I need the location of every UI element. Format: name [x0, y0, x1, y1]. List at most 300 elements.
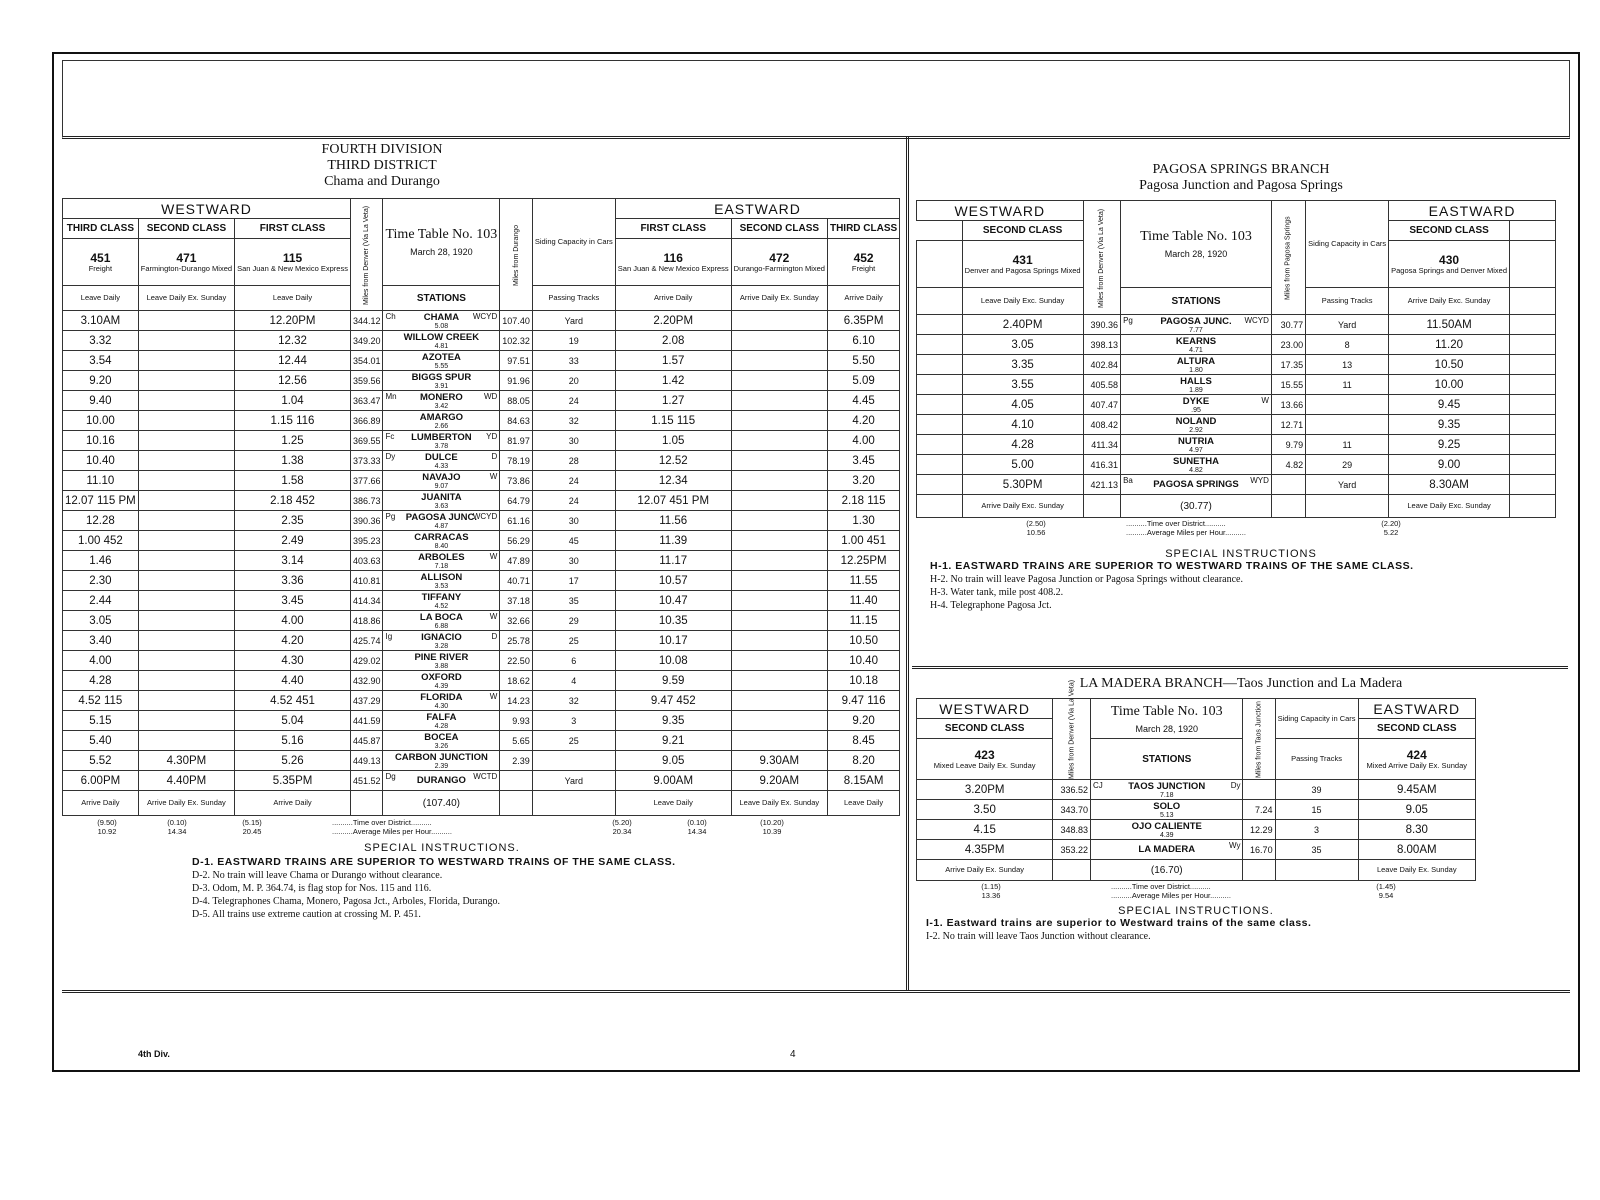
footer-page-number: 4 — [790, 1049, 796, 1060]
train-451-time: 11.10 — [63, 471, 139, 491]
train-451-time: 10.00 — [63, 411, 139, 431]
miles-durango: 32.66 — [500, 611, 533, 631]
train-472-time — [731, 731, 827, 751]
train-451-time: 9.40 — [63, 391, 139, 411]
train-430-time: 9.35 — [1389, 415, 1510, 435]
station-cell — [383, 411, 500, 431]
station-name: CARRACAS — [414, 531, 469, 543]
station-cell — [383, 751, 500, 771]
train-116-leave: Leave Daily — [615, 791, 731, 816]
train-430-time: 10.50 — [1389, 355, 1510, 375]
station-cell — [383, 611, 500, 631]
station-name: TIFFANY — [421, 591, 462, 603]
train-472-time: 9.20AM — [731, 771, 827, 791]
miles-durango: 81.97 — [500, 431, 533, 451]
station-name: NOLAND — [1175, 415, 1217, 427]
station-distance: 9.07 — [434, 482, 449, 490]
train-452-time: 12.25PM — [827, 551, 899, 571]
instruction-d1: D-1. EASTWARD TRAINS ARE SUPERIOR TO WESTWARD TRAINS OF THE SAME CLASS. — [192, 856, 676, 868]
station-suffix: Wy — [1229, 841, 1241, 850]
miles-durango: 102.32 — [500, 331, 533, 351]
station-distance: 3.63 — [434, 502, 449, 510]
table-row — [917, 395, 1556, 415]
station-cell — [1121, 315, 1272, 335]
pagosa-e-leave: Leave Daily Exc. Sunday — [1389, 495, 1510, 518]
madera-rows — [917, 780, 1476, 860]
madera-miles-denver: Miles from Denver (Via La Veta) — [1053, 699, 1091, 780]
table-row — [63, 731, 900, 751]
center-divider — [906, 136, 909, 990]
train-471-time — [138, 571, 234, 591]
timetable-number: Time Table No. 103 — [385, 227, 498, 242]
train-451-header: 451 Freight — [63, 239, 139, 286]
train-115-time: 2.35 — [235, 511, 351, 531]
train-452-leave: Leave Daily — [827, 791, 899, 816]
train-472-time — [731, 331, 827, 351]
table-row — [917, 435, 1556, 455]
train-472-time — [731, 391, 827, 411]
miles-denver: 432.90 — [350, 671, 383, 691]
station-suffix: WYD — [1250, 476, 1269, 485]
station-cell — [1091, 840, 1243, 860]
blank-cell — [917, 455, 963, 475]
train-472-time — [731, 551, 827, 571]
madera-instructions — [926, 917, 1566, 943]
t451-tod: (9.50) 10.92 — [97, 818, 117, 836]
train-451-leave: Leave Daily — [63, 286, 139, 311]
station-distance: 3.26 — [434, 742, 449, 750]
miles-durango: 78.19 — [500, 451, 533, 471]
westward-header: WESTWARD — [63, 199, 351, 219]
train-424-time: 8.00AM — [1358, 840, 1475, 860]
train-451-time: 3.32 — [63, 331, 139, 351]
table-row — [63, 451, 900, 471]
miles-denver: 390.36 — [350, 511, 383, 531]
instruction-h1: H-1. EASTWARD TRAINS ARE SUPERIOR TO WESTWARD TRAINS OF THE SAME CLASS. — [930, 560, 1414, 572]
train-116-time: 9.47 452 — [615, 691, 731, 711]
station-cell — [383, 351, 500, 371]
train-452-time: 8.15AM — [827, 771, 899, 791]
tod-labels: ..........Time over District.......... ..........Average Miles per Hour.......... — [332, 818, 452, 836]
siding-capacity: 28 — [532, 451, 615, 471]
station-distance: 6.88 — [434, 622, 449, 630]
station-cell — [383, 711, 500, 731]
train-471-time — [138, 331, 234, 351]
station-distance: 1.89 — [1189, 386, 1203, 394]
siding-capacity: Yard — [1306, 475, 1389, 495]
train-115-header: 115 San Juan & New Mexico Express — [235, 239, 351, 286]
station-name: PINE RIVER — [414, 651, 469, 663]
pagosa-stations-header: STATIONS — [1121, 288, 1272, 315]
station-cell — [1121, 475, 1272, 495]
siding-capacity: 29 — [1306, 455, 1389, 475]
train-116-time: 10.17 — [615, 631, 731, 651]
station-suffix: WD — [483, 392, 498, 401]
miles-durango: 37.18 — [500, 591, 533, 611]
siding-capacity: 32 — [532, 691, 615, 711]
miles-denver: 418.86 — [350, 611, 383, 631]
miles-denver: 336.52 — [1053, 780, 1091, 800]
station-cell — [383, 311, 500, 331]
train-471-time — [138, 471, 234, 491]
miles-pagosa: 4.82 — [1271, 455, 1305, 475]
blank-cell — [1510, 395, 1556, 415]
train-452-time: 10.18 — [827, 671, 899, 691]
pagosa-tod: (2.50) 10.56 ..........Time over District.......... ..........Average Miles per Hour.......... (2.20) 5.22 — [1026, 519, 1401, 537]
instruction-h2: H-2. No train will leave Pagosa Junction or Pagosa Springs without clearance. — [930, 574, 1243, 585]
train-115-time: 4.40 — [235, 671, 351, 691]
train-452-time: 11.40 — [827, 591, 899, 611]
siding-header: Siding Capacity in Cars — [532, 199, 615, 286]
train-451-time: 1.00 452 — [63, 531, 139, 551]
train-116-time: 1.15 115 — [615, 411, 731, 431]
station-distance: 4.71 — [1189, 346, 1203, 354]
table-row — [63, 371, 900, 391]
station-distance: 4.87 — [434, 522, 449, 530]
miles-pagosa: 30.77 — [1271, 315, 1305, 335]
train-451-time: 2.44 — [63, 591, 139, 611]
train-471-time — [138, 431, 234, 451]
station-distance: 7.77 — [1189, 326, 1203, 334]
train-431-time: 3.55 — [962, 375, 1083, 395]
station-cell — [383, 531, 500, 551]
station-name: JUANITA — [421, 491, 462, 503]
train-451-time: 2.30 — [63, 571, 139, 591]
train-451-time: 10.16 — [63, 431, 139, 451]
train-472-time — [731, 531, 827, 551]
pagosa-w-leave: Leave Daily Exc. Sunday — [962, 288, 1083, 315]
madera-passing: Passing Tracks — [1275, 739, 1358, 780]
station-name: FLORIDA — [420, 691, 463, 703]
station-name: NAVAJO — [422, 471, 461, 483]
station-name: CHAMA — [423, 311, 460, 323]
station-code: Ch — [385, 312, 396, 321]
train-472-time — [731, 591, 827, 611]
instruction-d4: D-4. Telegraphones Chama, Monero, Pagosa Jct., Arboles, Florida, Durango. — [192, 896, 500, 907]
train-472-time — [731, 511, 827, 531]
station-name: LUMBERTON — [411, 431, 472, 443]
miles-denver: 441.59 — [350, 711, 383, 731]
train-472-time — [731, 711, 827, 731]
station-cell — [383, 371, 500, 391]
timetable-date: March 28, 1920 — [410, 247, 473, 257]
pagosa-eastward: EASTWARD — [1389, 201, 1556, 221]
station-code: Ba — [1123, 476, 1133, 485]
train-116-header: 116 San Juan & New Mexico Express — [615, 239, 731, 286]
blank-cell — [917, 435, 963, 455]
miles-durango: 91.96 — [500, 371, 533, 391]
train-471-time — [138, 651, 234, 671]
madera-stations-header: STATIONS — [1091, 739, 1243, 780]
miles-durango: 56.29 — [500, 531, 533, 551]
division-title: FOURTH DIVISION — [321, 142, 443, 157]
station-distance: 4.39 — [1159, 831, 1174, 839]
miles-durango: 40.71 — [500, 571, 533, 591]
table-row — [917, 315, 1556, 335]
train-472-time — [731, 311, 827, 331]
table-row — [63, 531, 900, 551]
station-name: OXFORD — [421, 671, 462, 683]
miles-durango: 18.62 — [500, 671, 533, 691]
station-distance: 3.28 — [434, 642, 449, 650]
train-115-time: 1.25 — [235, 431, 351, 451]
train-115-time: 4.20 — [235, 631, 351, 651]
station-name: ARBOLES — [418, 551, 465, 563]
train-471-leave: Leave Daily Ex. Sunday — [138, 286, 234, 311]
train-451-time: 3.40 — [63, 631, 139, 651]
train-471-time — [138, 671, 234, 691]
miles-pagosa: 23.00 — [1271, 335, 1305, 355]
siding-capacity: 24 — [532, 471, 615, 491]
table-row — [63, 571, 900, 591]
siding-capacity: 11 — [1306, 435, 1389, 455]
train-423-time: 4.35PM — [917, 840, 1053, 860]
train-115-time: 12.32 — [235, 331, 351, 351]
t472-tod: (0.10) 14.34 — [687, 818, 707, 836]
siding-capacity: 39 — [1275, 780, 1358, 800]
train-431-time: 3.05 — [962, 335, 1083, 355]
station-cell — [383, 631, 500, 651]
main-special-title: SPECIAL INSTRUCTIONS. — [364, 842, 520, 854]
train-115-time: 5.26 — [235, 751, 351, 771]
station-cell — [1121, 455, 1272, 475]
siding-capacity: 3 — [1275, 820, 1358, 840]
train-115-time: 5.04 — [235, 711, 351, 731]
train-431-time: 5.30PM — [962, 475, 1083, 495]
station-cell — [383, 471, 500, 491]
pagosa-e-arrive: Arrive Daily Exc. Sunday — [1389, 288, 1510, 315]
station-name: ALLISON — [420, 571, 463, 583]
station-code: Pg — [385, 512, 396, 521]
train-452-time: 6.10 — [827, 331, 899, 351]
instruction-i1: I-1. Eastward trains are superior to Westward trains of the same class. — [926, 917, 1312, 929]
station-cell — [1121, 355, 1272, 375]
station-cell — [383, 431, 500, 451]
station-distance: 7.18 — [434, 562, 449, 570]
train-452-time: 10.40 — [827, 651, 899, 671]
station-distance: 4.97 — [1189, 446, 1203, 454]
train-115-time: 3.45 — [235, 591, 351, 611]
miles-denver: 354.01 — [350, 351, 383, 371]
miles-denver: 425.74 — [350, 631, 383, 651]
train-116-time: 2.08 — [615, 331, 731, 351]
train-424-time: 9.05 — [1358, 800, 1475, 820]
train-452-time: 11.55 — [827, 571, 899, 591]
t115-tod: (5.15) 20.45 — [242, 818, 262, 836]
station-cell — [1121, 375, 1272, 395]
miles-denver: 451.52 — [350, 771, 383, 791]
train-116-time: 1.05 — [615, 431, 731, 451]
station-distance: 4.82 — [1189, 466, 1203, 474]
train-116-time: 11.39 — [615, 531, 731, 551]
blank-cell — [917, 375, 963, 395]
train-116-time: 10.08 — [615, 651, 731, 671]
train-471-time: 4.30PM — [138, 751, 234, 771]
station-distance: 5.55 — [434, 362, 449, 370]
train-116-time: 9.35 — [615, 711, 731, 731]
station-suffix: W — [489, 692, 498, 701]
station-cell — [383, 331, 500, 351]
station-distance: 3.91 — [434, 382, 449, 390]
miles-durango: 84.63 — [500, 411, 533, 431]
station-name: AZOTEA — [421, 351, 461, 363]
station-name: SUNETHA — [1173, 455, 1219, 467]
station-cell — [1091, 780, 1243, 800]
madera-title: LA MADERA BRANCH—Taos Junction and La Madera — [1079, 676, 1403, 691]
blank-cell — [1510, 435, 1556, 455]
station-cell — [1121, 335, 1272, 355]
train-472-time — [731, 691, 827, 711]
station-cell — [383, 691, 500, 711]
station-code: Fc — [385, 432, 395, 441]
siding-capacity: 15 — [1275, 800, 1358, 820]
train-116-time: 11.17 — [615, 551, 731, 571]
table-row — [63, 551, 900, 571]
t116-tod: (5.20) 20.34 — [612, 818, 632, 836]
miles-durango: 97.51 — [500, 351, 533, 371]
station-suffix: D — [491, 632, 498, 641]
station-name: SOLO — [1153, 800, 1181, 812]
table-row — [63, 331, 900, 351]
station-code: Dy — [385, 452, 396, 461]
train-472-time — [731, 671, 827, 691]
district-title: THIRD DISTRICT — [327, 158, 437, 173]
table-row — [917, 820, 1476, 840]
train-472-arrive: Arrive Daily Ex. Sunday — [731, 286, 827, 311]
blank-cell — [917, 335, 963, 355]
madera-second-class-w: SECOND CLASS — [917, 719, 1053, 739]
train-116-time: 1.42 — [615, 371, 731, 391]
siding-capacity: 30 — [532, 551, 615, 571]
third-class-header: THIRD CLASS — [63, 219, 139, 239]
train-451-time: 4.00 — [63, 651, 139, 671]
train-424-time: 9.45AM — [1358, 780, 1475, 800]
train-452-time: 9.47 116 — [827, 691, 899, 711]
pagosa-title-block — [916, 162, 1566, 194]
train-430-time: 9.45 — [1389, 395, 1510, 415]
miles-pagosa: 13.66 — [1271, 395, 1305, 415]
table-row — [63, 491, 900, 511]
station-distance: 2.66 — [434, 422, 449, 430]
station-name: DULCE — [425, 451, 458, 463]
train-452-time: 4.45 — [827, 391, 899, 411]
siding-capacity: 32 — [532, 411, 615, 431]
footer-band — [62, 990, 1570, 1063]
train-451-time: 4.28 — [63, 671, 139, 691]
district-subtitle: Chama and Durango — [324, 174, 440, 189]
station-distance: 4.81 — [434, 342, 449, 350]
train-430-time: 8.30AM — [1389, 475, 1510, 495]
table-row — [63, 771, 900, 791]
station-cell — [383, 771, 500, 791]
miles-taos: 7.24 — [1243, 800, 1275, 820]
station-distance: 4.39 — [434, 682, 449, 690]
madera-total: (16.70) — [1091, 860, 1243, 881]
train-115-time: 5.16 — [235, 731, 351, 751]
table-row — [63, 691, 900, 711]
instruction-h3: H-3. Water tank, mile post 408.2. — [930, 587, 1064, 598]
station-name: LA BOCA — [419, 611, 463, 623]
train-115-time: 12.44 — [235, 351, 351, 371]
siding-capacity: 6 — [532, 651, 615, 671]
train-452-time: 1.00 451 — [827, 531, 899, 551]
siding-capacity: 13 — [1306, 355, 1389, 375]
train-451-arrive: Arrive Daily — [63, 791, 139, 816]
train-452-time: 8.45 — [827, 731, 899, 751]
train-452-time: 10.50 — [827, 631, 899, 651]
table-row — [63, 751, 900, 771]
miles-taos — [1243, 780, 1275, 800]
train-452-time: 4.20 — [827, 411, 899, 431]
miles-denver: 363.47 — [350, 391, 383, 411]
train-115-time: 1.58 — [235, 471, 351, 491]
station-suffix: WCYD — [1244, 316, 1269, 325]
train-424-time: 8.30 — [1358, 820, 1475, 840]
blank-cell — [917, 475, 963, 495]
madera-miles-taos: Miles from Taos Junction — [1243, 699, 1275, 780]
pagosa-miles-pagosa: Miles from Pagosa Springs — [1271, 201, 1305, 315]
train-430-time: 11.50AM — [1389, 315, 1510, 335]
train-451-time: 3.54 — [63, 351, 139, 371]
train-116-arrive: Arrive Daily — [615, 286, 731, 311]
madera-special-title: SPECIAL INSTRUCTIONS. — [1118, 905, 1274, 917]
pagosa-rows — [917, 315, 1556, 495]
train-451-time: 5.15 — [63, 711, 139, 731]
blank-cell — [1510, 335, 1556, 355]
station-distance: 7.18 — [1159, 791, 1174, 799]
main-table — [62, 198, 900, 816]
train-471-time — [138, 351, 234, 371]
station-distance: 3.78 — [434, 442, 449, 450]
train-471-time — [138, 591, 234, 611]
miles-denver: 348.83 — [1053, 820, 1091, 840]
station-suffix: YD — [486, 432, 498, 441]
train-452-header: 452 Freight — [827, 239, 899, 286]
station-name: WILLOW CREEK — [403, 331, 480, 343]
blank-cell — [1510, 415, 1556, 435]
siding-capacity: 11 — [1306, 375, 1389, 395]
siding-capacity: 25 — [532, 731, 615, 751]
eastward-header: EASTWARD — [615, 199, 899, 219]
miles-denver: 349.20 — [350, 331, 383, 351]
blank-cell — [1510, 475, 1556, 495]
train-471-time — [138, 391, 234, 411]
madera-tt-cell: Time Table No. 103 March 28, 1920 — [1091, 699, 1243, 739]
train-472-time — [731, 471, 827, 491]
miles-pagosa: 17.35 — [1271, 355, 1305, 375]
miles-durango: 9.93 — [500, 711, 533, 731]
miles-pagosa: 12.71 — [1271, 415, 1305, 435]
miles-denver: 366.89 — [350, 411, 383, 431]
train-431-time: 4.10 — [962, 415, 1083, 435]
pagosa-title: PAGOSA SPRINGS BRANCH — [1152, 162, 1330, 177]
miles-pagosa — [1271, 475, 1305, 495]
train-431-time: 5.00 — [962, 455, 1083, 475]
table-row — [63, 671, 900, 691]
siding-capacity: 8 — [1306, 335, 1389, 355]
train-116-time: 2.20PM — [615, 311, 731, 331]
pagosa-second-class-e: SECOND CLASS — [1389, 221, 1510, 241]
train-452-time: 1.30 — [827, 511, 899, 531]
station-suffix: W — [489, 612, 498, 621]
train-471-time — [138, 551, 234, 571]
train-472-time — [731, 571, 827, 591]
train-116-time: 10.47 — [615, 591, 731, 611]
train-115-time: 3.36 — [235, 571, 351, 591]
train-115-time: 4.52 451 — [235, 691, 351, 711]
pagosa-miles-denver: Miles from Denver (Via La Veta) — [1083, 201, 1120, 315]
first-class-header-east: FIRST CLASS — [615, 219, 731, 239]
